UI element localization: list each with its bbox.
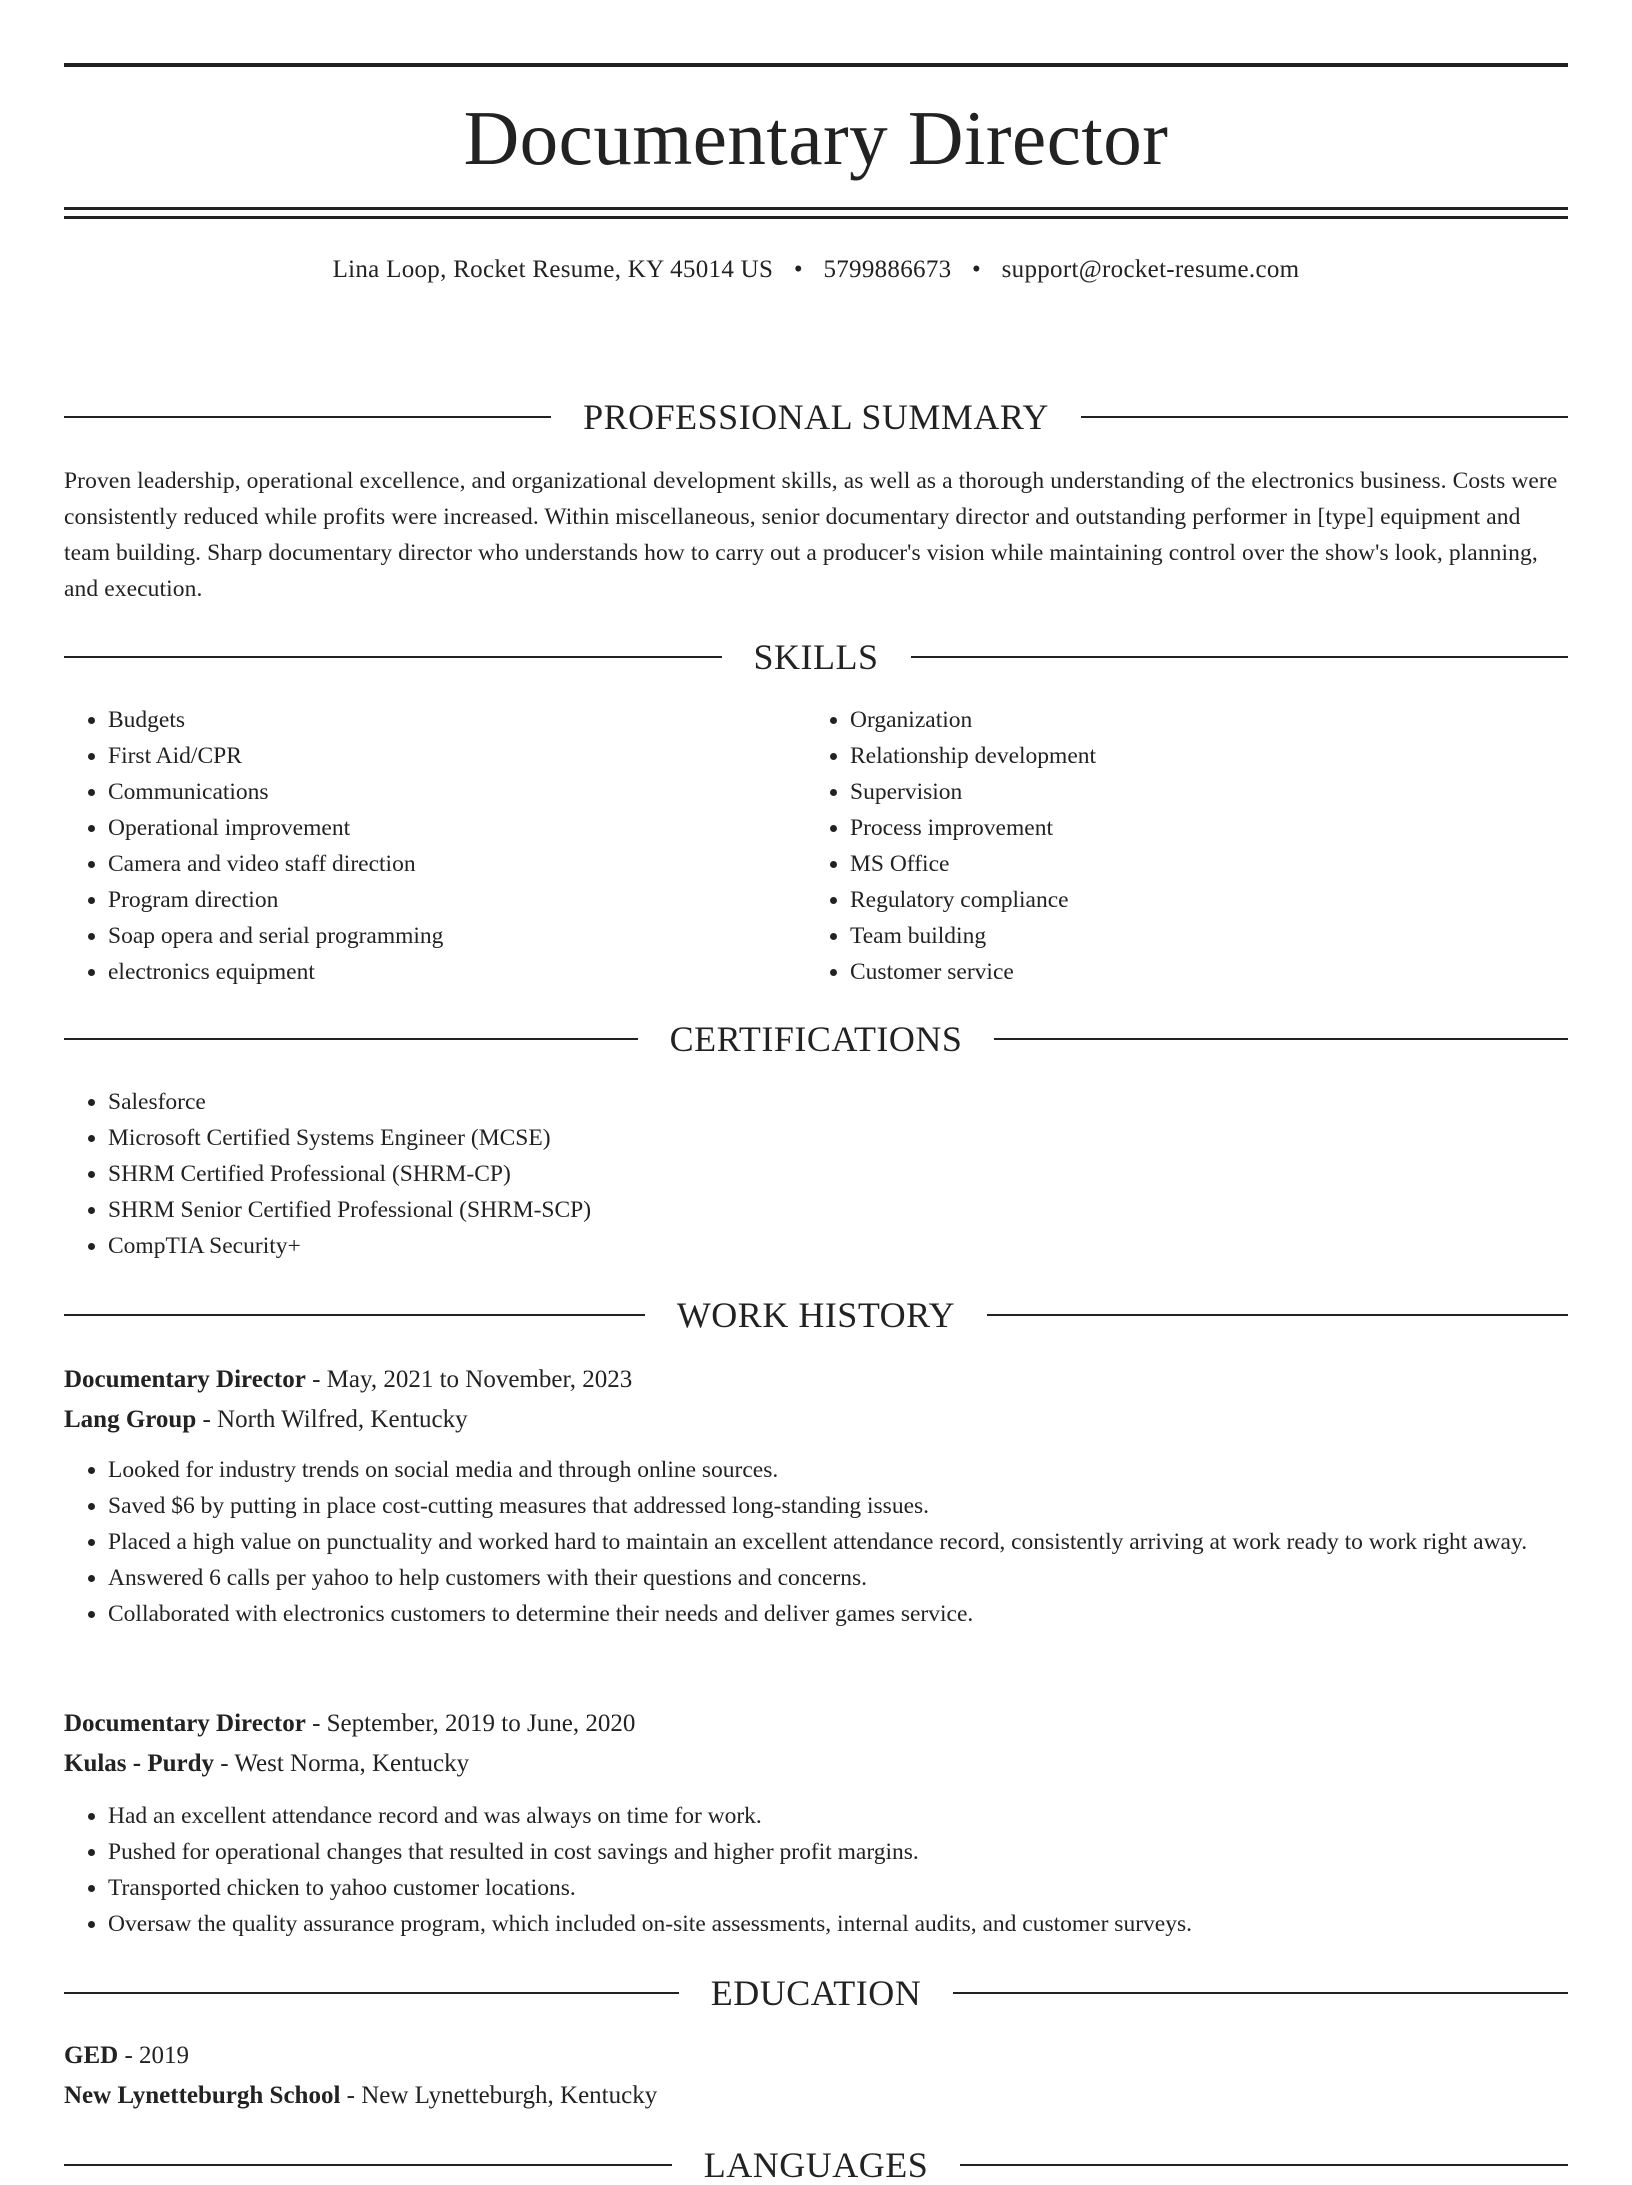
job-bullets [64, 1798, 1568, 1942]
list-item: • Salesforce [108, 1084, 1568, 1120]
contact-separator: • [793, 256, 803, 283]
list-item: • Transported chicken to yahoo customer locations. [108, 1870, 1568, 1906]
job-title: Documentary Director [64, 1710, 306, 1737]
list-item: • MS Office [850, 846, 1548, 882]
summary-text: Proven leadership, operational excellence, and organizational development skills, as well as a thorough understanding of the electronics business. Costs were consistently reduced while profits were increased. Within miscellaneous, senior documentary director and outstanding performer in [type] equipment and team building. Sharp documentary director who understands how to carry out a producer's vision while maintaining control over the show's look, planning, and execution. [64, 468, 1558, 602]
skills-right-column [806, 702, 1548, 990]
skills-heading: SKILLS [64, 639, 1568, 675]
education-school-line [64, 2076, 1568, 2116]
list-item: • SHRM Senior Certified Professional (SHRM-SCP) [108, 1192, 1568, 1228]
list-item: • Looked for industry trends on social media and through online sources. [108, 1452, 1568, 1488]
resume-title: Documentary Director [463, 95, 1169, 181]
contact-address: Lina Loop, Rocket Resume, KY 45014 US [332, 256, 774, 283]
job-dates: - September, 2019 to June, 2020 [305, 1710, 636, 1737]
job-entry [64, 1704, 1568, 1942]
list-item: • CompTIA Security+ [108, 1228, 1568, 1264]
job-dates: - May, 2021 to November, 2023 [305, 1366, 633, 1393]
list-item: • Budgets [108, 702, 806, 738]
job-location: - West Norma, Kentucky [214, 1750, 470, 1777]
list-item: • Had an excellent attendance record and was always on time for work. [108, 1798, 1568, 1834]
job-company: Kulas - Purdy [64, 1750, 215, 1777]
list-item: • Camera and video staff direction [108, 846, 806, 882]
job-company: Lang Group [64, 1406, 197, 1433]
job-entry [64, 1360, 1568, 1632]
list-item: • SHRM Certified Professional (SHRM-CP) [108, 1156, 1568, 1192]
education-year: - 2019 [118, 2042, 190, 2069]
contact-phone: 5799886673 [823, 256, 952, 283]
education-degree-line [64, 2036, 1568, 2076]
list-item: • Supervision [850, 774, 1548, 810]
education-location: - New Lynetteburgh, Kentucky [340, 2082, 658, 2109]
contact-separator: • [972, 256, 982, 283]
list-item: • electronics equipment [108, 954, 806, 990]
job-title: Documentary Director [64, 1366, 306, 1393]
education-school: New Lynetteburgh School [64, 2082, 341, 2109]
list-item: • Microsoft Certified Systems Engineer (MCSE) [108, 1120, 1568, 1156]
education-degree: GED [64, 2042, 119, 2069]
list-item: • Saved $6 by putting in place cost-cutting measures that addressed long-standing issues. [108, 1488, 1568, 1524]
contact-line [64, 255, 1568, 285]
list-item: • Pushed for operational changes that resulted in cost savings and higher profit margins. [108, 1834, 1568, 1870]
list-item: • Soap opera and serial programming [108, 918, 806, 954]
work-heading: WORK HISTORY [64, 1297, 1568, 1333]
list-item: • Team building [850, 918, 1548, 954]
list-item: • Regulatory compliance [850, 882, 1548, 918]
header-rule-2 [64, 216, 1568, 219]
list-item: • Process improvement [850, 810, 1548, 846]
list-item: • Relationship development [850, 738, 1548, 774]
education-heading: EDUCATION [64, 1975, 1568, 2011]
list-item: • Organization [850, 702, 1548, 738]
list-item: • Customer service [850, 954, 1548, 990]
list-item: • Communications [108, 774, 806, 810]
job-title-line [64, 1704, 1568, 1744]
header-rule-1 [64, 207, 1568, 210]
list-item: • Placed a high value on punctuality and worked hard to maintain an excellent attendance record, consistently arriving at work ready to work right away. [108, 1524, 1568, 1560]
certifications-heading: CERTIFICATIONS [64, 1021, 1568, 1057]
resume-page [0, 63, 1632, 2185]
certifications-list [64, 1084, 1568, 1264]
skills-left-column [64, 702, 806, 990]
list-item: • Oversaw the quality assurance program, which included on-site assessments, internal audits, and customer surveys. [108, 1906, 1568, 1942]
list-item: • Collaborated with electronics customers to determine their needs and deliver games service. [108, 1596, 1568, 1632]
list-item: • Program direction [108, 882, 806, 918]
job-location: - North Wilfred, Kentucky [196, 1406, 468, 1433]
job-company-line [64, 1400, 1568, 1440]
education-entry [64, 2036, 1568, 2116]
list-item: • Answered 6 calls per yahoo to help customers with their questions and concerns. [108, 1560, 1568, 1596]
list-item: • First Aid/CPR [108, 738, 806, 774]
job-bullets [64, 1452, 1568, 1632]
languages-heading: LANGUAGES [64, 2147, 1568, 2183]
contact-email: support@rocket-resume.com [1001, 256, 1300, 283]
job-title-line [64, 1360, 1568, 1400]
list-item: • Operational improvement [108, 810, 806, 846]
job-company-line [64, 1744, 1568, 1784]
summary-heading: PROFESSIONAL SUMMARY [64, 399, 1568, 435]
skills-list [64, 702, 1568, 990]
